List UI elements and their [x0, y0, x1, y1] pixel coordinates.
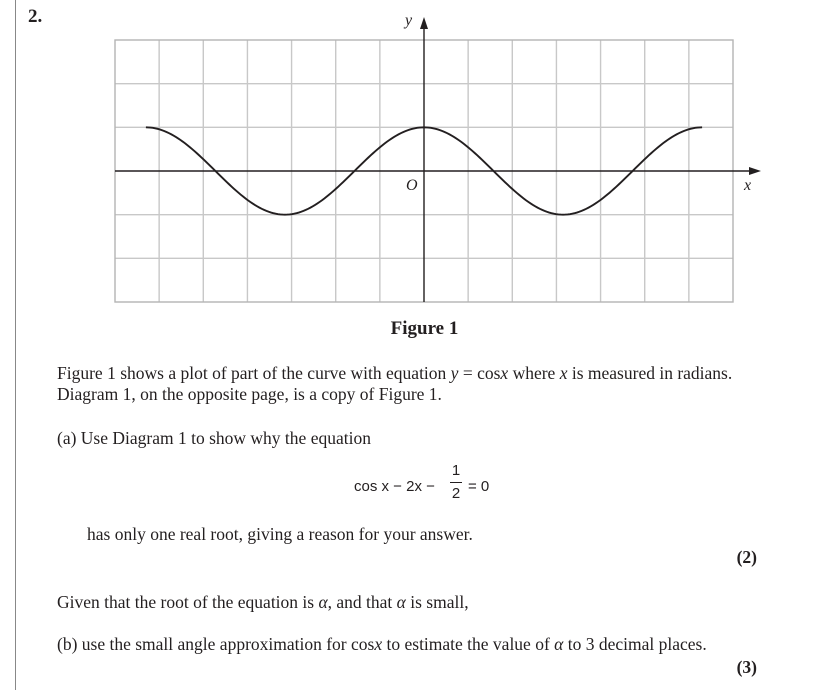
part-a-continuation: has only one real root, giving a reason for your answer.: [87, 524, 473, 544]
fraction-denominator: 2: [451, 485, 461, 502]
x-axis-arrow: [749, 167, 761, 175]
part-a-marks: (2): [736, 547, 757, 567]
part-b-marks: (3): [736, 657, 757, 677]
question-number: 2.: [28, 6, 43, 27]
part-b-prompt: (b) use the small angle approximation for cosx to estimate the value of α to 3 decimal places.: [57, 634, 707, 654]
fraction-numerator: 1: [451, 462, 461, 479]
given-statement: Given that the root of the equation is α, and that α is small,: [57, 592, 469, 612]
equation-rhs: = 0: [468, 478, 490, 495]
y-axis-arrow: [420, 17, 428, 29]
equation-fraction: [450, 462, 462, 503]
equation-lhs: cos x − 2x −: [354, 478, 435, 495]
origin-label: O: [406, 177, 418, 194]
intro-line-2: Diagram 1, on the opposite page, is a copy of Figure 1.: [57, 384, 442, 404]
part-a-prompt: (a) Use Diagram 1 to show why the equation: [57, 428, 371, 448]
fraction-bar: [450, 482, 462, 483]
x-axis-label: x: [744, 177, 752, 194]
figure-caption: Figure 1: [390, 318, 459, 339]
y-axis-label: y: [405, 12, 413, 29]
intro-line-1: Figure 1 shows a plot of part of the curve with equation y = cosx where x is measured in radians.: [57, 363, 733, 383]
